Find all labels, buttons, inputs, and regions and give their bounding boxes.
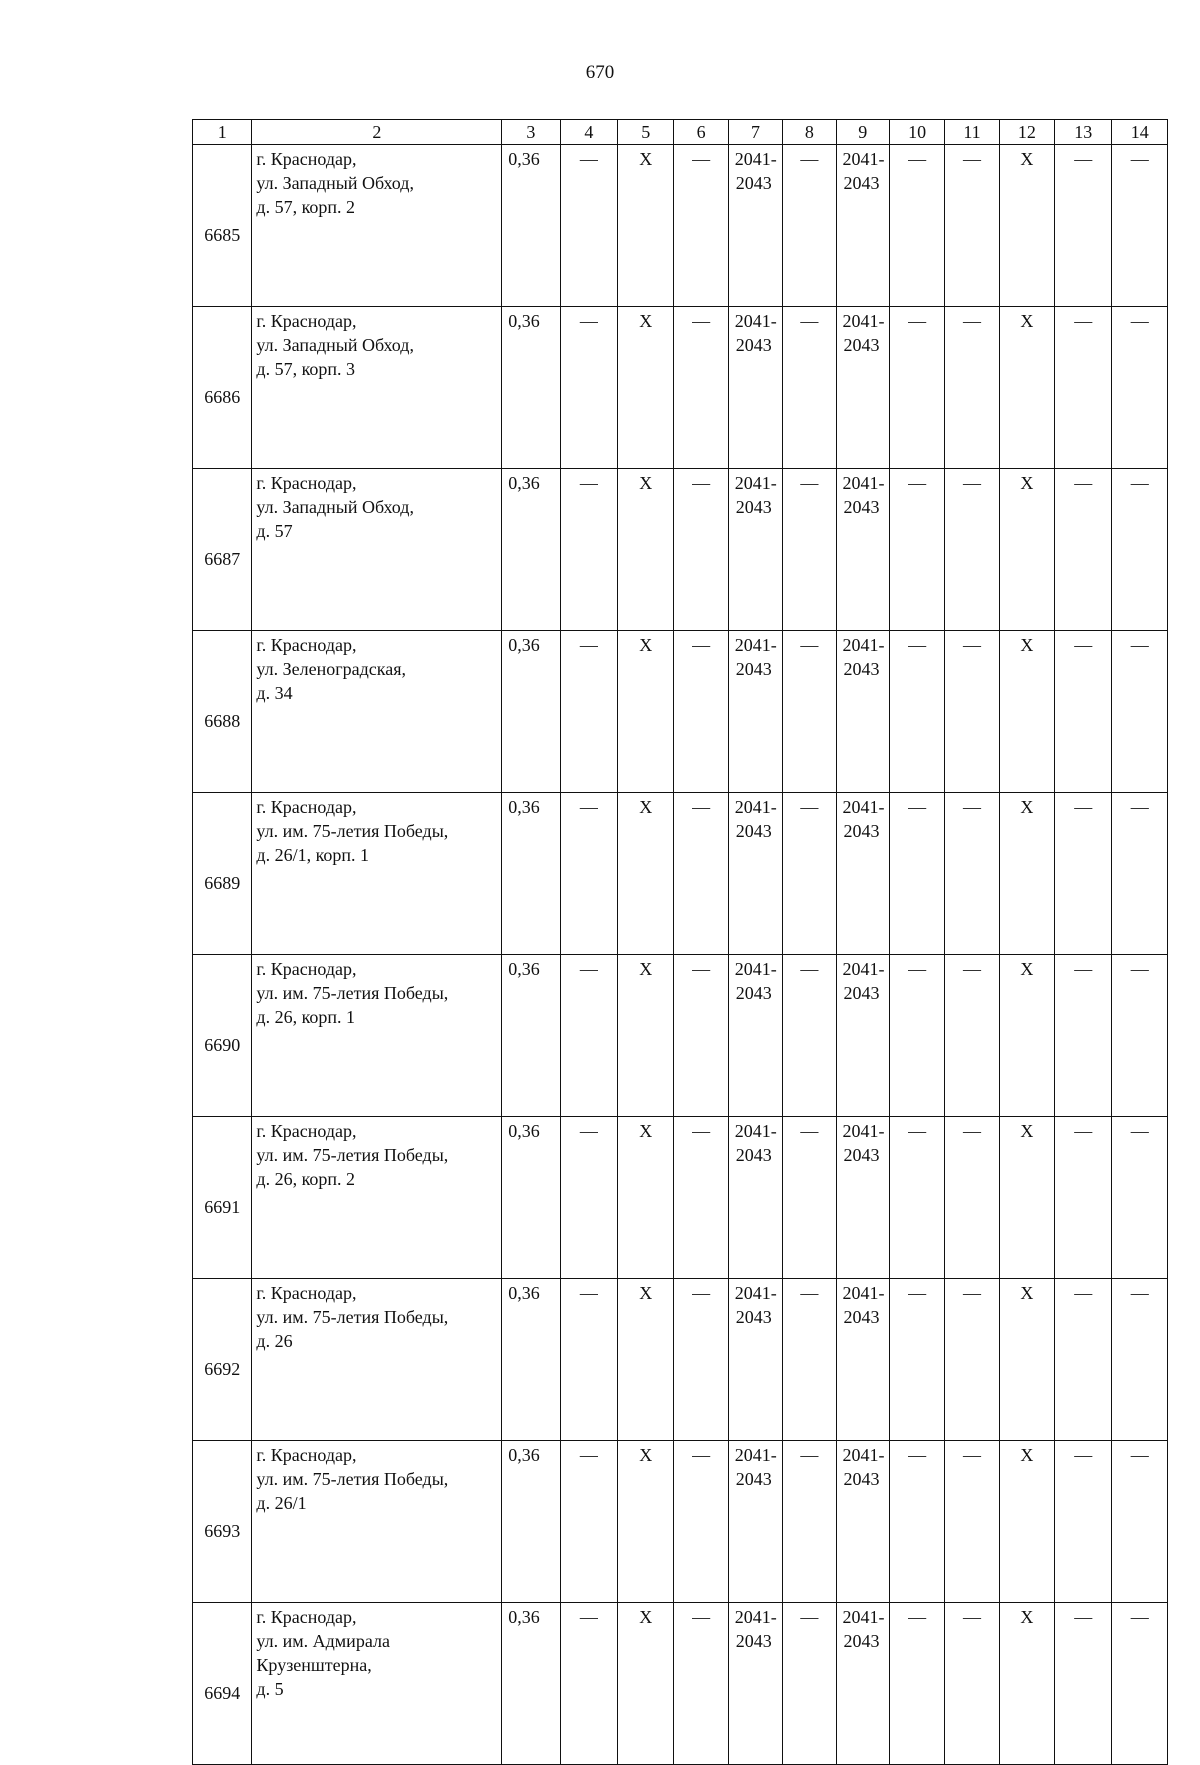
value-cell-col-12: Х (999, 1279, 1054, 1441)
value-cell-col-9: 2041- 2043 (836, 955, 889, 1117)
address-cell (252, 1279, 502, 1441)
value-cell-col-3: 0,36 (502, 307, 560, 469)
value-cell-col-3: 0,36 (502, 1117, 560, 1279)
value-cell-col-6: — (674, 955, 728, 1117)
value-cell-col-4: — (560, 1279, 617, 1441)
value-cell-col-3: 0,36 (502, 145, 560, 307)
address-line: г. Краснодар, (256, 1283, 357, 1303)
table-row (193, 1279, 1168, 1441)
value-cell-col-7: 2041- 2043 (728, 307, 782, 469)
value-cell-col-5: Х (618, 145, 674, 307)
value-cell-col-11: — (945, 955, 999, 1117)
address-line: г. Краснодар, (256, 149, 357, 169)
column-number-8: 8 (783, 120, 836, 145)
address-line: д. 26, корп. 2 (256, 1169, 356, 1189)
column-number-6: 6 (674, 120, 728, 145)
value-cell-col-13: — (1055, 307, 1112, 469)
value-cell-col-6: — (674, 1117, 728, 1279)
value-cell-col-11: — (945, 145, 999, 307)
value-cell-col-7: 2041- 2043 (728, 145, 782, 307)
value-cell-col-12: Х (999, 1603, 1054, 1765)
address-line: г. Краснодар, (256, 1445, 357, 1465)
value-cell-col-11: — (945, 631, 999, 793)
value-cell-col-7: 2041- 2043 (728, 1603, 782, 1765)
value-cell-col-10: — (889, 1279, 944, 1441)
value-cell-col-4: — (560, 1117, 617, 1279)
record-number: 6690 (193, 955, 252, 1117)
value-cell-col-10: — (889, 1441, 944, 1603)
value-cell-col-6: — (674, 469, 728, 631)
address-cell (252, 793, 502, 955)
value-cell-col-6: — (674, 1603, 728, 1765)
table-row (193, 955, 1168, 1117)
value-cell-col-13: — (1055, 793, 1112, 955)
value-cell-col-14: — (1112, 1603, 1168, 1765)
value-cell-col-8: — (783, 955, 836, 1117)
value-cell-col-8: — (783, 1603, 836, 1765)
value-cell-col-7: 2041- 2043 (728, 793, 782, 955)
value-cell-col-10: — (889, 793, 944, 955)
registry-table (192, 119, 1168, 1765)
value-cell-col-13: — (1055, 631, 1112, 793)
address-line: г. Краснодар, (256, 797, 357, 817)
table-row (193, 1441, 1168, 1603)
value-cell-col-12: Х (999, 631, 1054, 793)
record-number: 6688 (193, 631, 252, 793)
value-cell-col-8: — (783, 1441, 836, 1603)
address-line: д. 26/1, корп. 1 (256, 845, 370, 865)
value-cell-col-3: 0,36 (502, 793, 560, 955)
value-cell-col-13: — (1055, 1117, 1112, 1279)
table-row (193, 1117, 1168, 1279)
value-cell-col-14: — (1112, 469, 1168, 631)
page-number: 670 (585, 62, 615, 83)
value-cell-col-11: — (945, 793, 999, 955)
value-cell-col-5: Х (618, 1279, 674, 1441)
value-cell-col-14: — (1112, 1117, 1168, 1279)
table-row (193, 469, 1168, 631)
column-number-row (193, 120, 1168, 145)
value-cell-col-3: 0,36 (502, 1279, 560, 1441)
address-line: г. Краснодар, (256, 311, 357, 331)
address-line: д. 5 (256, 1679, 284, 1699)
value-cell-col-9: 2041- 2043 (836, 1279, 889, 1441)
address-line: ул. Зеленоградская, (256, 659, 406, 679)
address-line: ул. им. 75-летия Победы, (256, 1469, 449, 1489)
column-number-11: 11 (945, 120, 999, 145)
column-number-5: 5 (618, 120, 674, 145)
value-cell-col-10: — (889, 1603, 944, 1765)
address-cell (252, 1117, 502, 1279)
address-cell (252, 469, 502, 631)
value-cell-col-3: 0,36 (502, 1603, 560, 1765)
address-line: ул. им. 75-летия Победы, (256, 983, 449, 1003)
value-cell-col-10: — (889, 469, 944, 631)
value-cell-col-4: — (560, 145, 617, 307)
address-cell (252, 307, 502, 469)
value-cell-col-11: — (945, 1117, 999, 1279)
address-line: г. Краснодар, (256, 1607, 357, 1627)
address-line: ул. им. 75-летия Победы, (256, 821, 449, 841)
address-line: д. 26 (256, 1331, 293, 1351)
value-cell-col-13: — (1055, 1603, 1112, 1765)
value-cell-col-3: 0,36 (502, 469, 560, 631)
value-cell-col-8: — (783, 631, 836, 793)
table-row (193, 631, 1168, 793)
value-cell-col-11: — (945, 1603, 999, 1765)
value-cell-col-8: — (783, 145, 836, 307)
value-cell-col-14: — (1112, 1441, 1168, 1603)
record-number: 6687 (193, 469, 252, 631)
address-line: ул. Западный Обход, (256, 335, 414, 355)
value-cell-col-12: Х (999, 145, 1054, 307)
value-cell-col-8: — (783, 793, 836, 955)
address-line: г. Краснодар, (256, 473, 357, 493)
address-cell (252, 631, 502, 793)
value-cell-col-10: — (889, 1117, 944, 1279)
address-line: д. 57 (256, 521, 293, 541)
record-number: 6685 (193, 145, 252, 307)
value-cell-col-4: — (560, 1441, 617, 1603)
value-cell-col-7: 2041- 2043 (728, 1117, 782, 1279)
address-line: г. Краснодар, (256, 959, 357, 979)
value-cell-col-11: — (945, 307, 999, 469)
value-cell-col-3: 0,36 (502, 1441, 560, 1603)
value-cell-col-10: — (889, 307, 944, 469)
value-cell-col-12: Х (999, 1441, 1054, 1603)
column-number-13: 13 (1055, 120, 1112, 145)
value-cell-col-5: Х (618, 1441, 674, 1603)
address-line: г. Краснодар, (256, 635, 357, 655)
value-cell-col-13: — (1055, 1441, 1112, 1603)
value-cell-col-11: — (945, 1279, 999, 1441)
value-cell-col-5: Х (618, 1603, 674, 1765)
record-number: 6693 (193, 1441, 252, 1603)
value-cell-col-12: Х (999, 1117, 1054, 1279)
value-cell-col-8: — (783, 469, 836, 631)
column-number-12: 12 (999, 120, 1054, 145)
value-cell-col-9: 2041- 2043 (836, 469, 889, 631)
address-line: ул. им. Адмирала (256, 1631, 390, 1651)
value-cell-col-4: — (560, 1603, 617, 1765)
value-cell-col-6: — (674, 1441, 728, 1603)
value-cell-col-4: — (560, 469, 617, 631)
column-number-1: 1 (193, 120, 252, 145)
address-line: д. 34 (256, 683, 293, 703)
value-cell-col-14: — (1112, 1279, 1168, 1441)
value-cell-col-9: 2041- 2043 (836, 1441, 889, 1603)
address-line: д. 26/1 (256, 1493, 307, 1513)
value-cell-col-7: 2041- 2043 (728, 955, 782, 1117)
address-cell (252, 955, 502, 1117)
value-cell-col-8: — (783, 1117, 836, 1279)
value-cell-col-6: — (674, 793, 728, 955)
value-cell-col-13: — (1055, 469, 1112, 631)
column-number-3: 3 (502, 120, 560, 145)
value-cell-col-5: Х (618, 793, 674, 955)
value-cell-col-5: Х (618, 955, 674, 1117)
address-line: д. 57, корп. 3 (256, 359, 356, 379)
value-cell-col-6: — (674, 631, 728, 793)
value-cell-col-5: Х (618, 631, 674, 793)
address-line: ул. им. 75-летия Победы, (256, 1307, 449, 1327)
value-cell-col-8: — (783, 307, 836, 469)
value-cell-col-11: — (945, 1441, 999, 1603)
column-number-14: 14 (1112, 120, 1168, 145)
value-cell-col-10: — (889, 631, 944, 793)
record-number: 6692 (193, 1279, 252, 1441)
value-cell-col-5: Х (618, 469, 674, 631)
value-cell-col-12: Х (999, 793, 1054, 955)
value-cell-col-10: — (889, 145, 944, 307)
address-line: д. 57, корп. 2 (256, 197, 356, 217)
column-number-2: 2 (252, 120, 502, 145)
column-number-9: 9 (836, 120, 889, 145)
value-cell-col-7: 2041- 2043 (728, 469, 782, 631)
record-number: 6686 (193, 307, 252, 469)
value-cell-col-5: Х (618, 307, 674, 469)
address-line: д. 26, корп. 1 (256, 1007, 356, 1027)
value-cell-col-4: — (560, 307, 617, 469)
value-cell-col-9: 2041- 2043 (836, 1603, 889, 1765)
value-cell-col-7: 2041- 2043 (728, 1279, 782, 1441)
value-cell-col-9: 2041- 2043 (836, 631, 889, 793)
record-number: 6689 (193, 793, 252, 955)
value-cell-col-12: Х (999, 955, 1054, 1117)
address-line: г. Краснодар, (256, 1121, 357, 1141)
value-cell-col-6: — (674, 145, 728, 307)
value-cell-col-9: 2041- 2043 (836, 793, 889, 955)
value-cell-col-11: — (945, 469, 999, 631)
value-cell-col-13: — (1055, 1279, 1112, 1441)
value-cell-col-14: — (1112, 307, 1168, 469)
value-cell-col-14: — (1112, 631, 1168, 793)
value-cell-col-7: 2041- 2043 (728, 1441, 782, 1603)
value-cell-col-12: Х (999, 307, 1054, 469)
value-cell-col-13: — (1055, 145, 1112, 307)
value-cell-col-7: 2041- 2043 (728, 631, 782, 793)
address-line: ул. Западный Обход, (256, 497, 414, 517)
value-cell-col-4: — (560, 631, 617, 793)
value-cell-col-6: — (674, 1279, 728, 1441)
address-line: ул. им. 75-летия Победы, (256, 1145, 449, 1165)
address-line: ул. Западный Обход, (256, 173, 414, 193)
value-cell-col-4: — (560, 955, 617, 1117)
address-line: Крузенштерна, (256, 1655, 372, 1675)
column-number-4: 4 (560, 120, 617, 145)
value-cell-col-9: 2041- 2043 (836, 1117, 889, 1279)
value-cell-col-9: 2041- 2043 (836, 307, 889, 469)
record-number: 6691 (193, 1117, 252, 1279)
value-cell-col-14: — (1112, 793, 1168, 955)
value-cell-col-10: — (889, 955, 944, 1117)
column-number-7: 7 (728, 120, 782, 145)
record-number: 6694 (193, 1603, 252, 1765)
value-cell-col-6: — (674, 307, 728, 469)
value-cell-col-3: 0,36 (502, 955, 560, 1117)
address-cell (252, 1603, 502, 1765)
value-cell-col-8: — (783, 1279, 836, 1441)
value-cell-col-14: — (1112, 145, 1168, 307)
value-cell-col-14: — (1112, 955, 1168, 1117)
value-cell-col-3: 0,36 (502, 631, 560, 793)
value-cell-col-12: Х (999, 469, 1054, 631)
address-cell (252, 145, 502, 307)
value-cell-col-4: — (560, 793, 617, 955)
table-row (193, 145, 1168, 307)
value-cell-col-5: Х (618, 1117, 674, 1279)
table-row (193, 793, 1168, 955)
address-cell (252, 1441, 502, 1603)
value-cell-col-13: — (1055, 955, 1112, 1117)
table-row (193, 307, 1168, 469)
table-row (193, 1603, 1168, 1765)
value-cell-col-9: 2041- 2043 (836, 145, 889, 307)
column-number-10: 10 (889, 120, 944, 145)
